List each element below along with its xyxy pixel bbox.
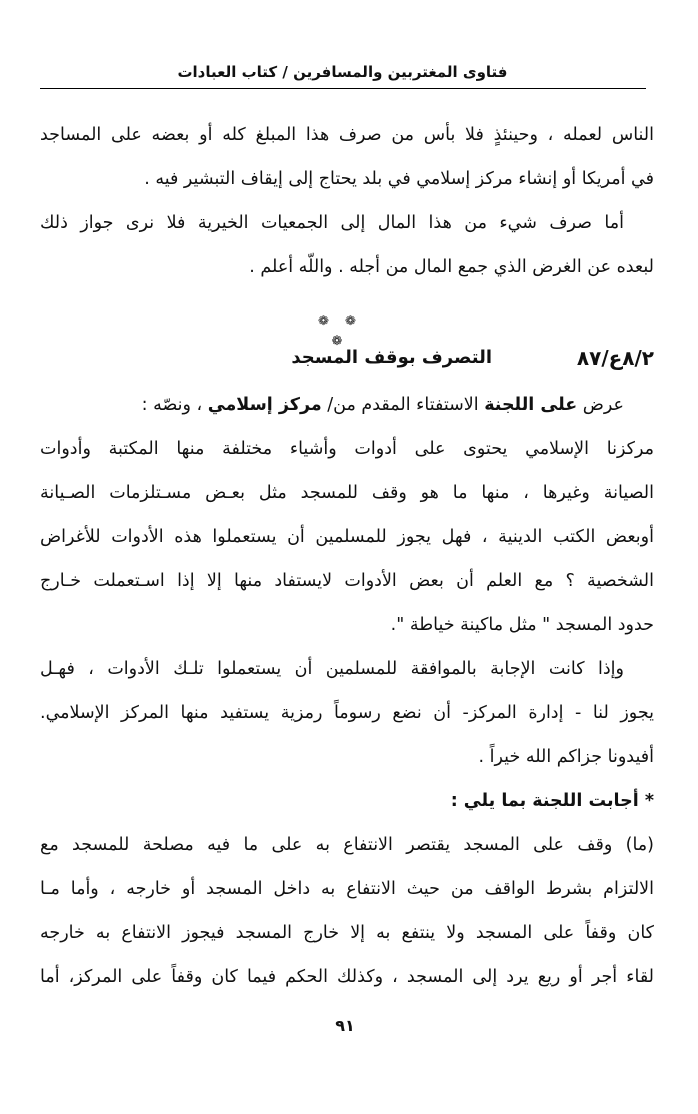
text-line: حدود المسجد " مثل ماكينة خياطة ". xyxy=(390,615,654,635)
fatwa-title: التصرف بوقف المسجد xyxy=(291,347,492,368)
text-line: الشخصية ؟ مع العلم أن بعض الأدوات لايستفاد منها إلا إذا اسـتعملت خـارج xyxy=(40,571,654,591)
answer-section xyxy=(40,779,654,999)
intro-text: الاستفتاء المقدم من/ xyxy=(321,395,485,415)
text-line: الالتزام بشرط الواقف من حيث الانتفاع به داخل المسجد أو خارجه ، وأما مـا xyxy=(40,879,654,899)
header-rule xyxy=(40,88,646,89)
text-line: (ما) وقف على المسجد يقتصر الانتفاع به على ما فيه مصلحة للمسجد مع xyxy=(40,835,654,855)
intro-text: ، ونصّه : xyxy=(141,395,208,415)
text-line: لقاء أجر أو ريع يرد إلى المسجد ، وكذلك الحكم فيما كان وقفاً على المركز، أما xyxy=(40,967,654,987)
fatwa-heading xyxy=(40,336,654,380)
text-line: أما صرف شيء من هذا المال إلى الجمعيات الخيرية فلا نرى جواز ذلك xyxy=(40,213,624,233)
committee-label: على اللجنة xyxy=(484,395,578,415)
intro-text: عرض xyxy=(577,395,624,415)
running-header: فتاوى المغتربين والمسافرين / كتاب العبادات xyxy=(177,63,508,81)
text-line: لبعده عن الغرض الذي جمع المال من أجله . واللّه أعلم . xyxy=(249,257,654,277)
text-line: الصيانة وغيرها ، منها ما هو وقف للمسجد مثل بعـض مسـتلزمات الصـيانة xyxy=(40,483,654,503)
text-line: الناس لعمله ، وحينئذٍ فلا بأس من صرف هذا المبلغ كله أو بعضه على المساجد xyxy=(40,125,654,145)
text-line: أفيدونا جزاكم الله خيراً . xyxy=(478,747,654,767)
requester-name: مركز إسلامي xyxy=(207,395,322,415)
text-line: كان وقفاً على المسجد ولا ينتفع به إلا خارج المسجد فيجوز الانتفاع به خارجه xyxy=(40,923,654,943)
text-line: أوبعض الكتب الدينية ، فهل يجوز للمسلمين أن يستعملوا هذه الأدوات للأغراض xyxy=(40,527,654,547)
question-intro xyxy=(40,383,654,427)
answer-heading: * أجابت اللجنة بما يلي : xyxy=(450,791,654,811)
page-number: ٩١ xyxy=(335,1016,355,1035)
question-text xyxy=(40,383,654,779)
text-line: يجوز لنا - إدارة المركز- أن نضع رسوماً رمزية يستفيد منها المركز الإسلامي. xyxy=(40,703,654,723)
text-line: وإذا كانت الإجابة بالموافقة للمسلمين أن يستعملوا تلـك الأدوات ، فهـل xyxy=(40,659,624,679)
fatwa-number: ٨/٢ع/٨٧ xyxy=(576,346,654,370)
text-line: مركزنا الإسلامي يحتوى على أدوات وأشياء مختلفة منها المكتبة وأدوات xyxy=(40,439,654,459)
text-line: في أمريكا أو إنشاء مركز إسلامي في بلد يحتاج إلى إيقاف التبشير فيه . xyxy=(144,169,654,189)
preceding-fatwa-text xyxy=(40,113,654,289)
section-separator-ornament: ❁ ❁ ❁ xyxy=(318,314,362,349)
